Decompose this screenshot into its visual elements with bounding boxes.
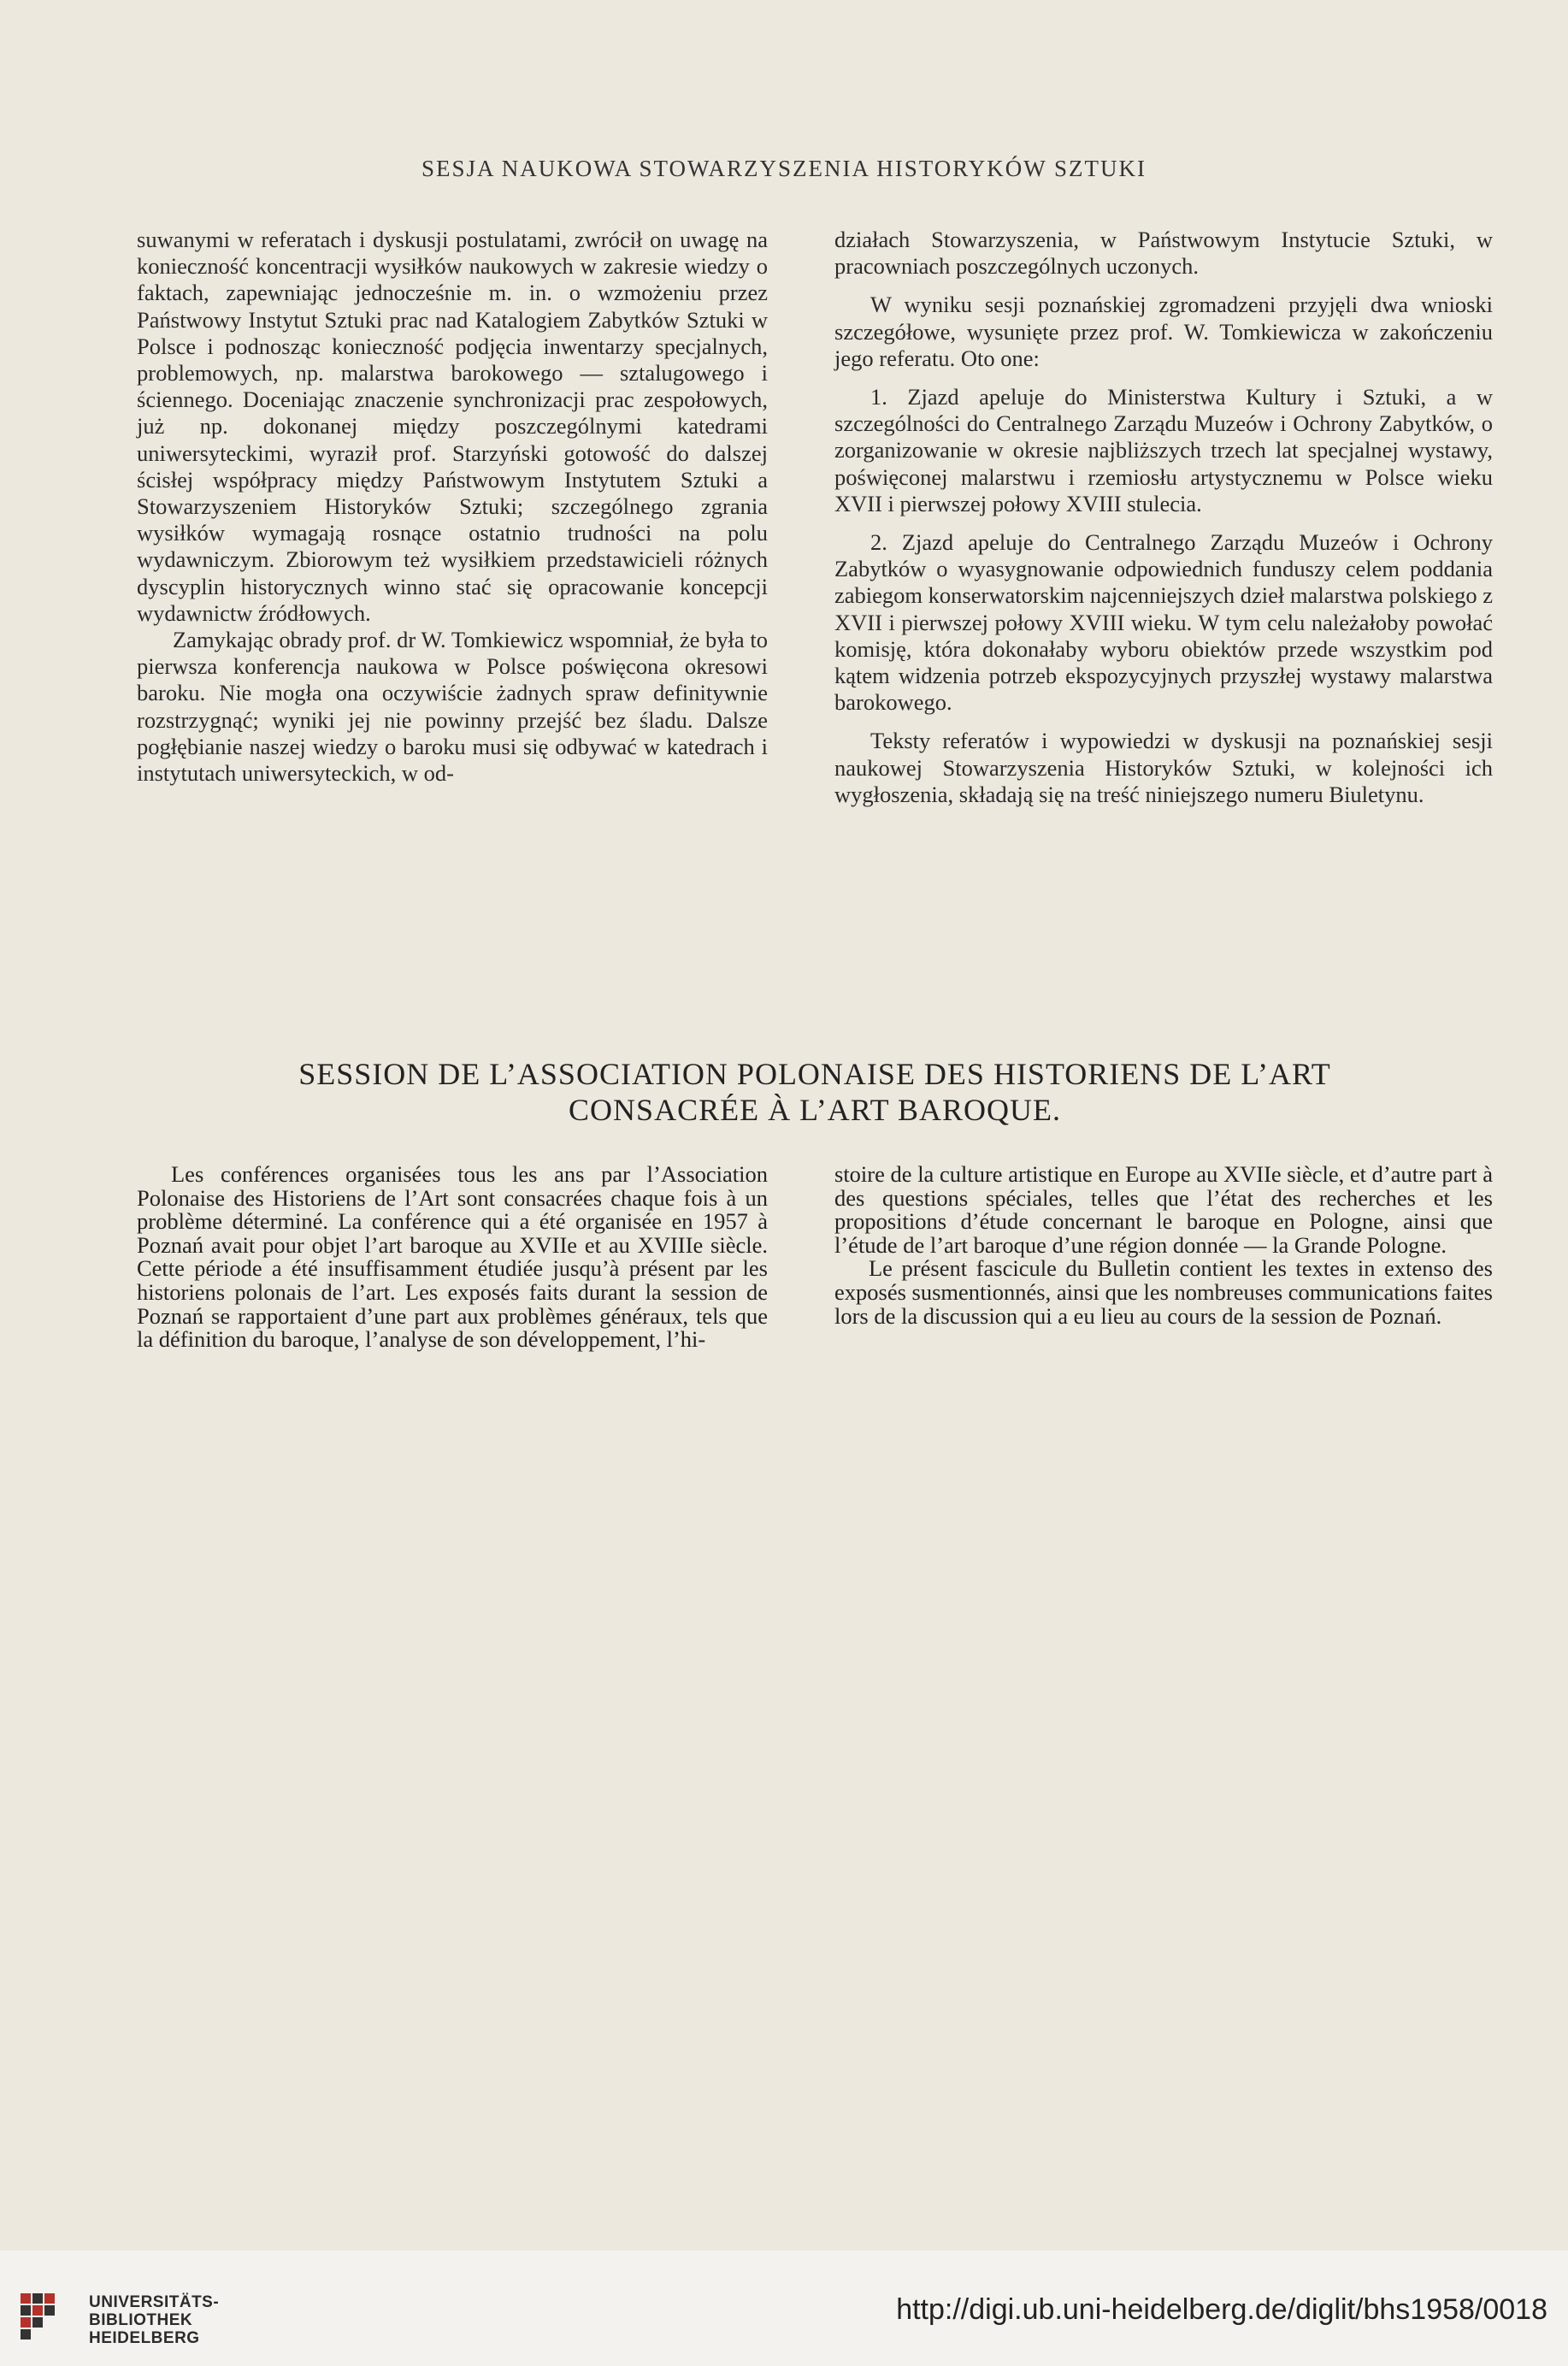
resolution-2: 2. Zjazd apeluje do Centralnego Zarządu Muzeów i Ochrony Zabytków o wyasygnowanie odpowiednich funduszy celem poddania zabiegom konserwatorskim najcenniejszych dzieł malarstwa polskiego z XVII i pierwszej połowy XVIII wieku. W tym celu należałoby powołać komisję, która dokonałaby wyboru obiektów przede wszystkim pod kątem widzenia potrzeb ekspozycyjnych przyszłej wystawy malarstwa barokowego.: [834, 529, 1493, 716]
resolution-1: 1. Zjazd apeluje do Ministerstwa Kultury i Sztuki, a w szczególności do Centralnego Zarządu Muzeów i Ochrony Zabytków, o zorganizowanie w okresie najbliższych trzech lat specjalnej wystawy, poświęconej malarstwu i rzemiosłu artystycznemu w Polsce wieku XVII i pierwszej połowy XVIII stulecia.: [834, 384, 1493, 516]
title-line: CONSACRÉE À L’ART BAROQUE.: [569, 1093, 1061, 1127]
title-line: SESSION DE L’ASSOCIATION POLONAISE DES HISTORIENS DE L’ART: [298, 1057, 1331, 1091]
polish-left-column: [137, 227, 768, 787]
paragraph: Le présent fascicule du Bulletin contient les textes in extenso des exposés susmentionnés, ainsi que les nombreuses communications faites lors de la discussion qui a eu lieu au cours de la session de Poznań.: [834, 1255, 1493, 1329]
french-section-title: [137, 1056, 1493, 1128]
library-logo-text: UNIVERSITÄTS- BIBLIOTHEK HEIDELBERG: [89, 2293, 220, 2347]
paragraph: suwanymi w referatach i dyskusji postulatami, zwrócił on uwagę na konieczność koncentracji wysiłków naukowych w zakresie wiedzy o faktach, zapewniając jednocześnie m. in. o wzmożeniu przez Państwowy Instytut Sztuki prac nad Katalogiem Zabytków Sztuki w Polsce i podnosząc konieczność podjęcia inwentarzy specjalnych, problemowych, np. malarstwa barokowego — sztalugowego i ściennego. Doceniając znaczenie synchronizacji prac zespołowych, już np. dokonanej między poszczególnymi katedrami uniwersyteckimi, wyraził prof. Starzyński gotowość do dalszej ścisłej współpracy między Państwowym Instytutem Sztuki a Stowarzyszeniem Historyków Sztuki; szczególnego zgrania wysiłków wymagają rosnące ostatnio trudności na polu wydawniczym. Zbiorowym też wysiłkiem przedstawicieli różnych dyscyplin historycznych winno stać się opracowanie koncepcji wydawnictw źródłowych.: [137, 227, 768, 626]
paragraph: stoire de la culture artistique en Europe au XVIIe siècle, et d’autre part à des questions spéciales, telles que l’état des recherches et les propositions d’étude concernant le baroque en Pologne, ainsi que l’étude de l’art baroque d’une région donnée — la Grande Pologne.: [834, 1161, 1493, 1258]
source-url-link[interactable]: http://digi.ub.uni-heidelberg.de/diglit/bhs1958/0018: [896, 2293, 1547, 2326]
library-logo-icon: [19, 2292, 70, 2343]
running-head: SESJA NAUKOWA STOWARZYSZENIA HISTORYKÓW SZTUKI: [421, 156, 1147, 181]
footer-bar: [0, 2251, 1568, 2366]
paragraph: Zamykając obrady prof. dr W. Tomkiewicz wspomniał, że była to pierwsza konferencja naukowa w Polsce poświęcona okresowi baroku. Nie mogła ona oczywiście żadnych spraw definitywnie rozstrzygnąć; wyniki jej nie powinny przejść bez śladu. Dalsze pogłębianie naszej wiedzy o baroku musi się odbywać w katedrach i instytutach uniwersyteckich, w od-: [137, 627, 768, 787]
polish-right-column: [834, 227, 1493, 808]
paragraph: W wyniku sesji poznańskiej zgromadzeni przyjęli dwa wnioski szczegółowe, wysunięte przez prof. W. Tomkiewicza w zakończeniu jego referatu. Oto one:: [834, 292, 1493, 371]
paragraph: Les conférences organisées tous les ans par l’Association Polonaise des Historiens de l’Art sont consacrées chaque fois à un problème déterminé. La conférence qui a été organisée en 1957 à Poznań avait pour objet l’art baroque au XVIIe et au XVIIIe siècle. Cette période a été insuffisamment étudiée jusqu’à présent par les historiens polonais de l’art. Les exposés faits durant la session de Poznań se rapportaient d’une part aux problèmes généraux, tels que la définition du baroque, l’analyse de son développement, l’hi-: [137, 1161, 768, 1353]
paragraph: działach Stowarzyszenia, w Państwowym Instytucie Sztuki, w pracowniach poszczególnych uczonych.: [834, 227, 1493, 280]
french-right-column: [834, 1163, 1493, 1328]
paragraph: Teksty referatów i wypowiedzi w dyskusji na poznańskiej sesji naukowej Stowarzyszenia Historyków Sztuki, w kolejności ich wygłoszenia, składają się na treść niniejszego numeru Biuletynu.: [834, 728, 1493, 807]
french-left-column: [137, 1163, 768, 1352]
